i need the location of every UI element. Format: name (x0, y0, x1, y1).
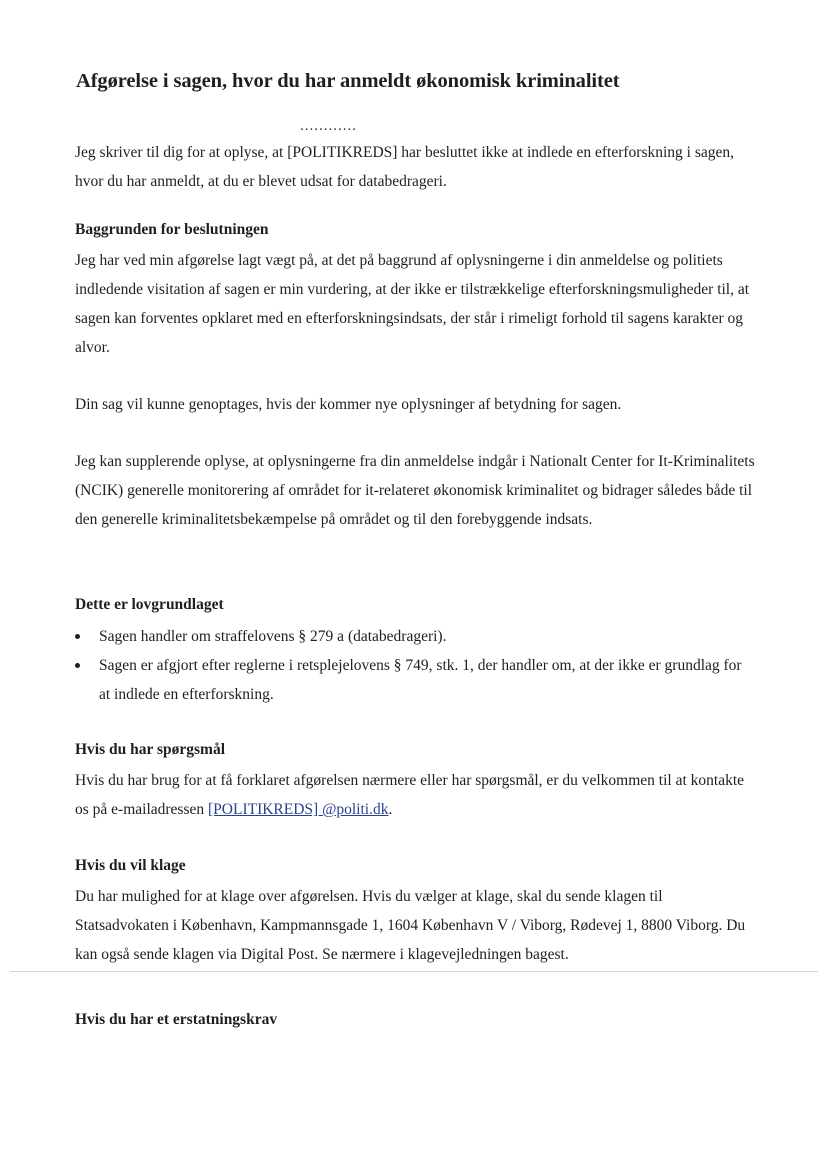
page-divider (10, 971, 818, 972)
complaint-paragraph: Du har mulighed for at klage over afgørelsen. Hvis du vælger at klage, skal du sende klagen til Statsadvokaten i København, Kampmannsgade 1, 1604 København V / Viborg, Rødevej 1, 8800 Viborg. Du kan også sende klagen via Digital Post. Se nærmere i klagevejledningen bagest. (75, 888, 746, 963)
heading-legal: Dette er lovgrundlaget (75, 596, 224, 613)
bullet-icon (75, 634, 80, 639)
background-paragraph-3: Jeg kan supplerende oplyse, at oplysningerne fra din anmeldelse indgår i Nationalt Center for It-Kriminalitets (NCIK) generelle monitorering af området for it-relateret økonomisk kriminalitet og bidrager således både til den generelle kriminalitetsbekæmpelse på området og til den forebyggende indsats. (75, 453, 755, 528)
questions-text: Hvis du har brug for at få forklaret afgørelsen nærmere eller har spørgsmål, er du velkommen til at kontakte os på e-mailadressen (75, 772, 745, 818)
questions-text-end: . (388, 801, 393, 818)
background-paragraph-2: Din sag vil kunne genoptages, hvis der kommer nye oplysninger af betydning for sagen. (75, 396, 622, 413)
page-title: Afgørelse i sagen, hvor du har anmeldt økonomisk kriminalitet (76, 70, 620, 92)
email-link[interactable]: [POLITIKREDS] @politi.dk (208, 801, 389, 818)
heading-compensation: Hvis du har et erstatningskrav (75, 1011, 278, 1028)
background-paragraph-1: Jeg har ved min afgørelse lagt vægt på, at det på baggrund af oplysningerne i din anmeldelse og politiets indledende visitation af sagen er min vurdering, at der ikke er tilstrækkelige efterforskningsmuligheder til, at sagen kan forventes opklaret med en efterforskningsindsats, der står i rimeligt forhold til sagens karakter og alvor. (75, 252, 750, 356)
questions-paragraph (75, 766, 755, 824)
legal-bullet-list (75, 622, 755, 709)
legal-bullet-text: Sagen handler om straffelovens § 279 a (databedrageri). (99, 628, 447, 645)
intro-paragraph: Jeg skriver til dig for at oplyse, at [POLITIKREDS] har besluttet ikke at indlede en efterforskning i sagen, hvor du har anmeldt, at du er blevet udsat for databedrageri. (75, 144, 735, 190)
list-item (75, 651, 755, 709)
heading-questions: Hvis du har spørgsmål (75, 741, 226, 758)
bullet-icon (75, 663, 80, 668)
list-item (75, 622, 755, 651)
heading-background: Baggrunden for beslutningen (75, 221, 269, 238)
placeholder-dots: ............ (300, 118, 357, 134)
heading-complaint: Hvis du vil klage (75, 857, 186, 874)
legal-bullet-text: Sagen er afgjort efter reglerne i retsplejelovens § 749, stk. 1, der handler om, at der ikke er grundlag for at indlede en efterforskning. (99, 657, 742, 703)
